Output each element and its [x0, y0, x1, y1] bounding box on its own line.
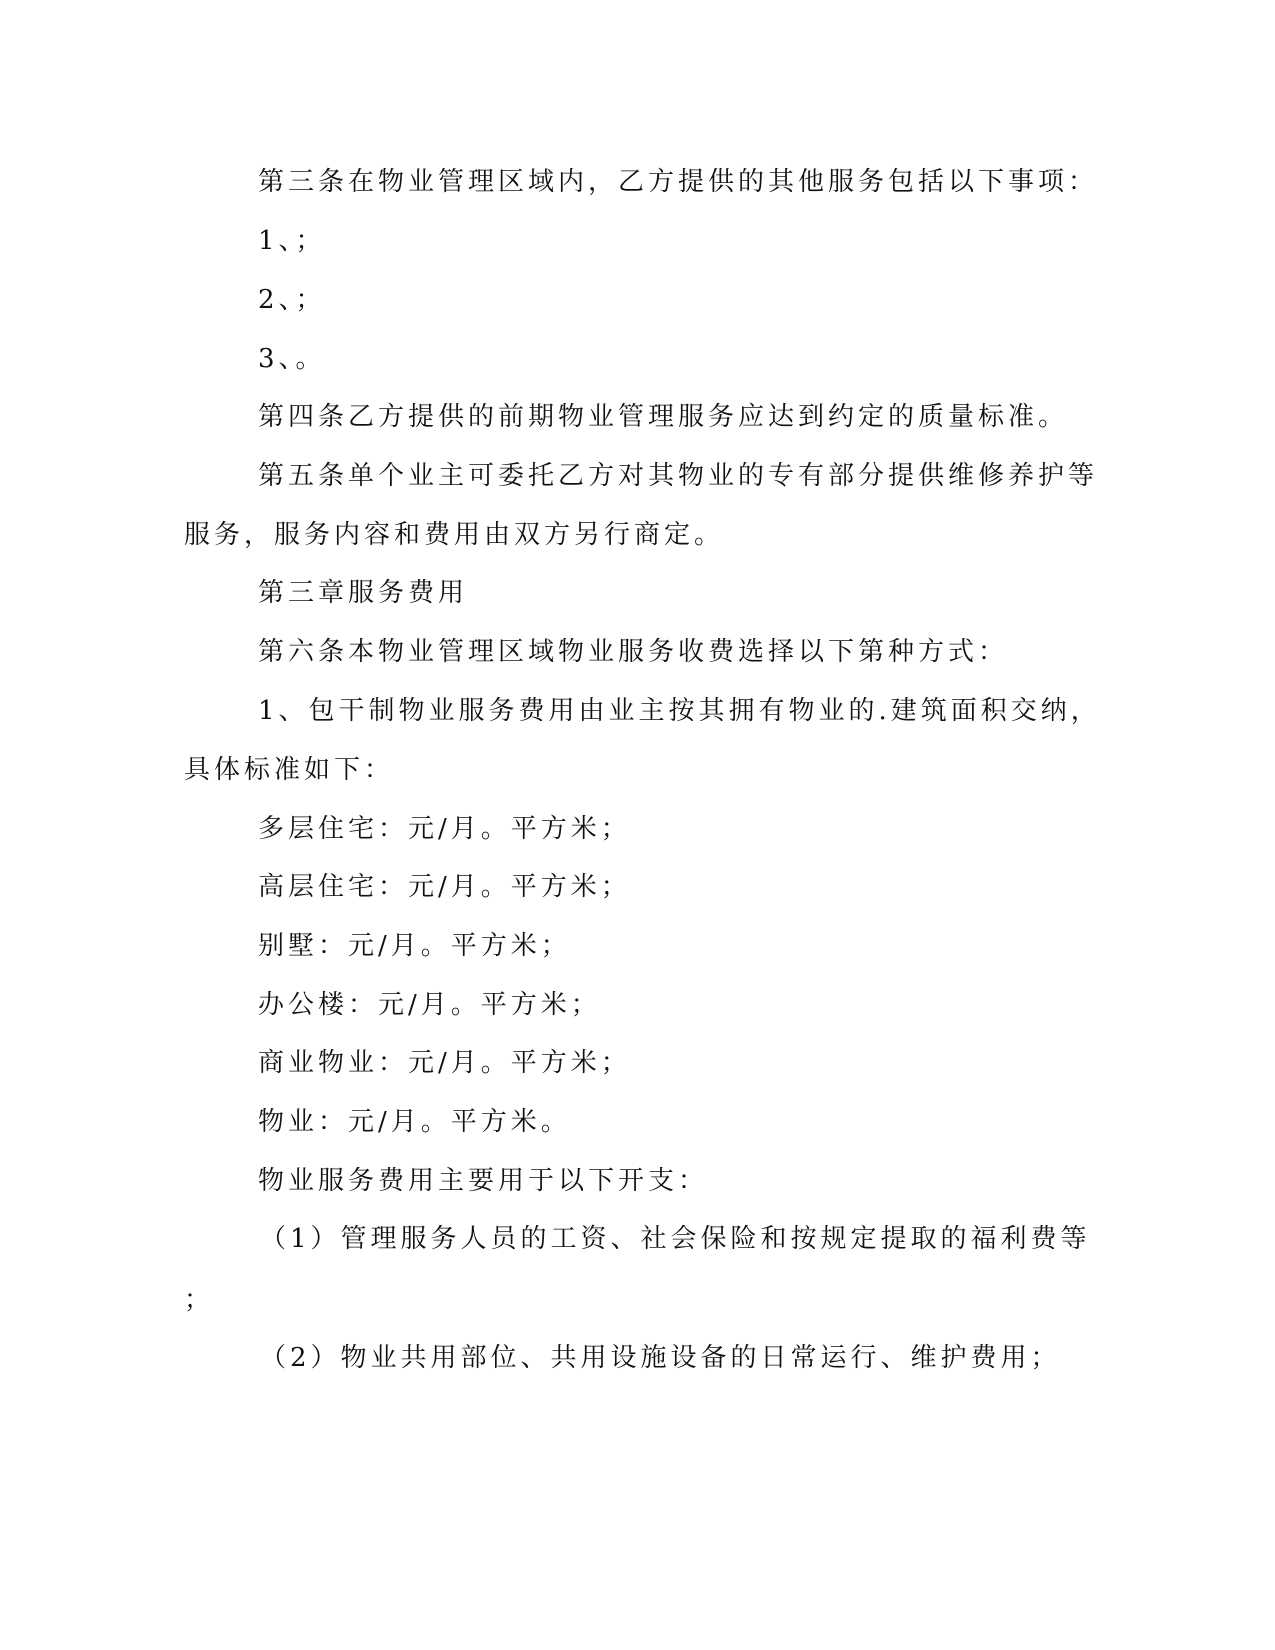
- article-5-continuation: 服务，服务内容和费用由双方另行商定。: [184, 520, 725, 550]
- article-3-text: 第三条在物业管理区域内，乙方提供的其他服务包括以下事项：: [258, 167, 1099, 197]
- fee-commercial: 商业物业：元/月。平方米；: [258, 1048, 631, 1078]
- fee-property: 物业：元/月。平方米。: [258, 1107, 571, 1137]
- expense-item-1: （1）管理服务人员的工资、社会保险和按规定提取的福利费等: [260, 1224, 1091, 1254]
- fee-villa: 别墅：元/月。平方米；: [258, 931, 571, 961]
- expense-item-2: （2）物业共用部位、共用设施设备的日常运行、维护费用；: [260, 1343, 1061, 1373]
- expenses-intro: 物业服务费用主要用于以下开支：: [258, 1166, 709, 1196]
- list-item-1: 1、；: [258, 226, 326, 256]
- chapter-3-heading: 第三章服务费用: [258, 578, 469, 608]
- list-item-2: 2、；: [258, 285, 326, 315]
- expense-item-1-continuation: ；: [184, 1285, 215, 1315]
- fee-option-1-text: 1、包干制物业服务费用由业主按其拥有物业的.建筑面积交纳，: [258, 696, 1101, 726]
- list-item-3: 3、。: [258, 344, 326, 374]
- fee-multi-storey: 多层住宅：元/月。平方米；: [258, 814, 631, 844]
- article-6-text: 第六条本物业管理区域物业服务收费选择以下第种方式：: [258, 637, 1009, 667]
- fee-high-rise: 高层住宅：元/月。平方米；: [258, 872, 631, 902]
- fee-option-1-continuation: 具体标准如下：: [184, 755, 395, 785]
- article-4-text: 第四条乙方提供的前期物业管理服务应达到约定的质量标准。: [258, 402, 1069, 432]
- fee-office: 办公楼：元/月。平方米；: [258, 990, 601, 1020]
- article-5-text: 第五条单个业主可委托乙方对其物业的专有部分提供维修养护等: [258, 461, 1099, 491]
